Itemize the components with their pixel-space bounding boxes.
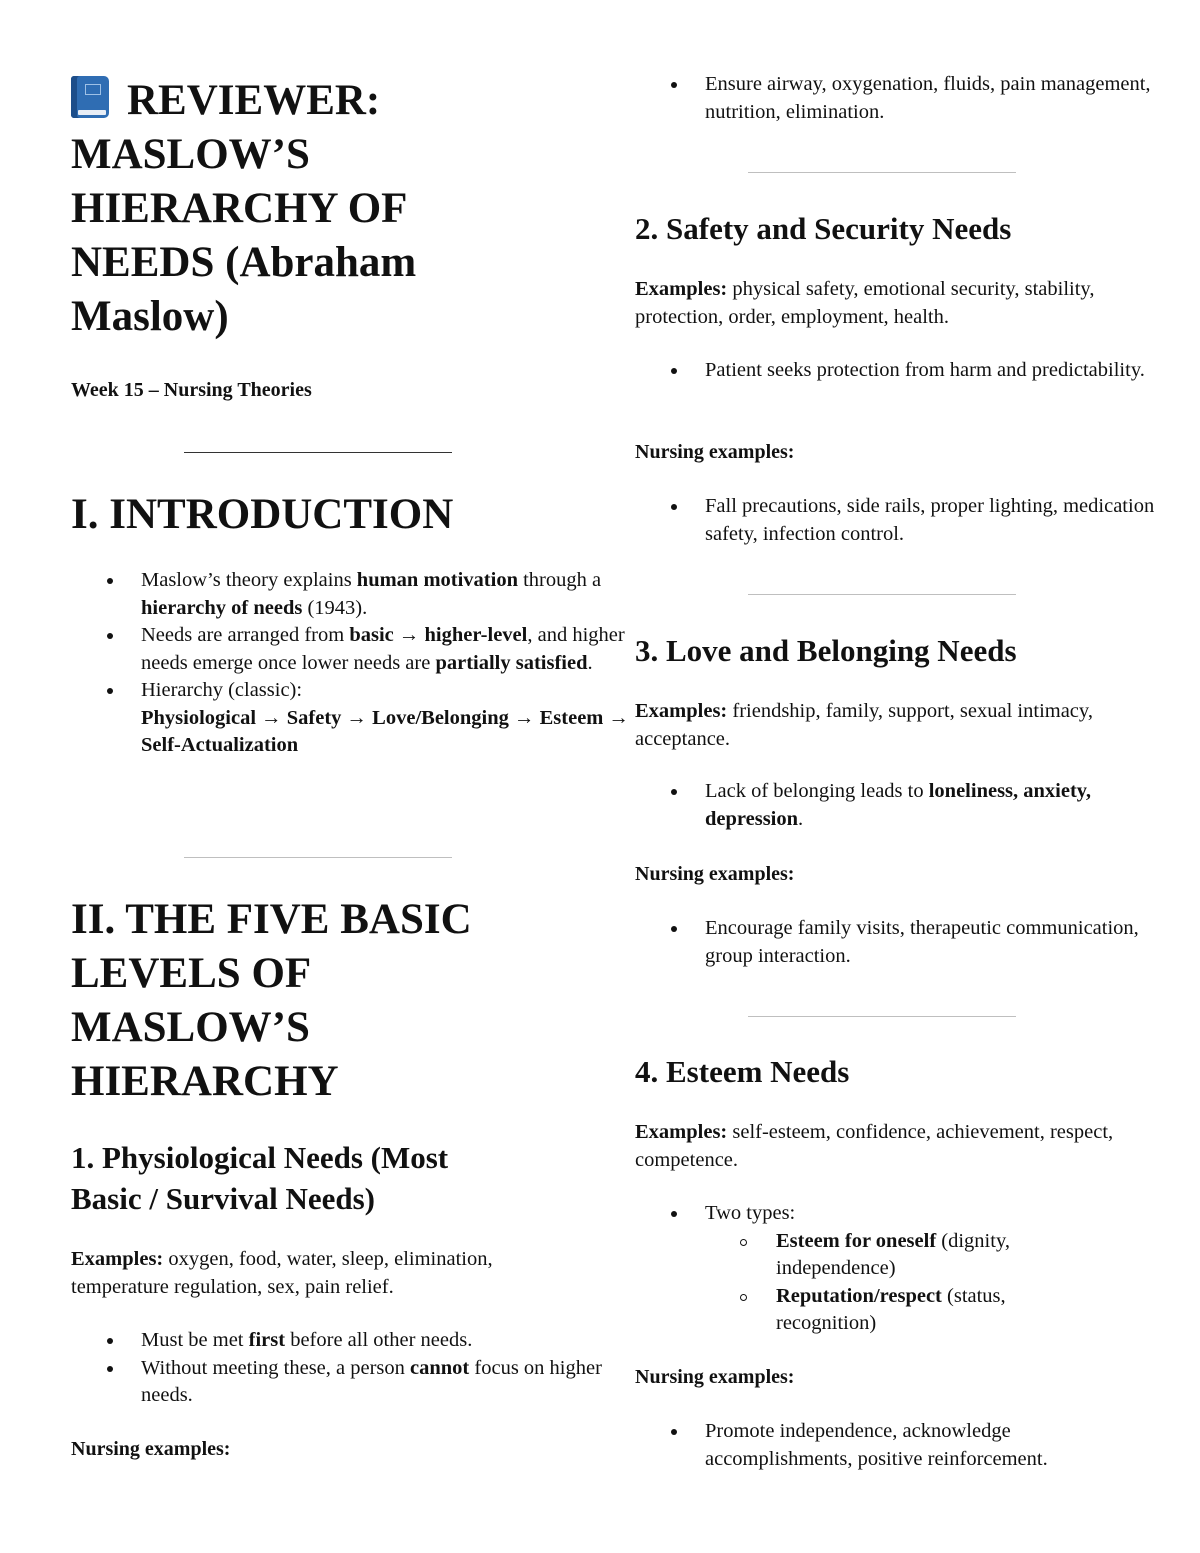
divider xyxy=(748,1016,1016,1017)
love-nursing-label: Nursing examples: xyxy=(635,863,795,885)
physiological-examples: Examples: oxygen, food, water, sleep, elimination, temperature regulation, sex, pain relief. xyxy=(71,1248,493,1298)
list-item: Hierarchy (classic): Physiological → Safety → Love/Belonging → Esteem → Self-Actualization xyxy=(141,677,641,760)
intro-heading: I. INTRODUCTION xyxy=(71,491,454,538)
list-item: Maslow’s theory explains human motivation through a hierarchy of needs (1943). xyxy=(141,567,641,622)
list-item: Ensure airway, oxygenation, fluids, pain management, nutrition, elimination. xyxy=(705,71,1165,126)
physiological-nursing-list xyxy=(635,71,1165,126)
esteem-nursing-list xyxy=(635,1418,1145,1473)
safety-list xyxy=(635,357,1165,385)
physiological-list xyxy=(71,1327,641,1410)
title-line-5: Maslow) xyxy=(71,293,229,340)
levels-heading: II. THE FIVE BASIC LEVELS OF MASLOW’S HIERARCHY xyxy=(71,896,472,1105)
document-title xyxy=(71,74,591,344)
title-line-3: HIERARCHY OF xyxy=(71,185,408,232)
esteem-nursing-label: Nursing examples: xyxy=(635,1366,795,1388)
divider xyxy=(184,452,452,453)
list-item: Needs are arranged from basic → higher-level, and higher needs emerge once lower needs are partially satisfied. xyxy=(141,622,641,677)
subtitle: Week 15 – Nursing Theories xyxy=(71,379,312,401)
list-item: Without meeting these, a person cannot focus on higher needs. xyxy=(141,1355,641,1410)
love-list xyxy=(635,778,1165,833)
intro-list xyxy=(71,567,641,760)
safety-nursing-list xyxy=(635,493,1185,548)
list-item: Must be met first before all other needs. xyxy=(141,1327,641,1355)
list-item: Encourage family visits, therapeutic communication, group interaction. xyxy=(705,915,1145,970)
safety-nursing-label: Nursing examples: xyxy=(635,441,795,463)
book-icon xyxy=(71,76,109,118)
list-item: Fall precautions, side rails, proper lighting, medication safety, infection control. xyxy=(705,493,1185,548)
esteem-list xyxy=(635,1200,1165,1338)
esteem-sub-list xyxy=(705,1228,1036,1338)
title-line-4: NEEDS (Abraham xyxy=(71,239,417,286)
physiological-nursing-label: Nursing examples: xyxy=(71,1438,231,1460)
list-item: Reputation/respect (status, recognition) xyxy=(776,1283,1036,1338)
list-item: Lack of belonging leads to loneliness, anxiety, depression. xyxy=(705,778,1165,833)
list-item: Two types: Esteem for oneself (dignity, independence) Reputation/respect (status, recognition) xyxy=(705,1200,1165,1338)
love-examples: Examples: friendship, family, support, sexual intimacy, acceptance. xyxy=(635,700,1093,750)
divider xyxy=(748,594,1016,595)
safety-heading: 2. Safety and Security Needs xyxy=(635,211,1012,246)
esteem-heading: 4. Esteem Needs xyxy=(635,1054,850,1089)
list-item: Promote independence, acknowledge accomplishments, positive reinforcement. xyxy=(705,1418,1145,1473)
divider xyxy=(184,857,452,858)
physiological-heading: 1. Physiological Needs (Most Basic / Survival Needs) xyxy=(71,1140,449,1216)
esteem-examples: Examples: self-esteem, confidence, achievement, respect, competence. xyxy=(635,1121,1114,1171)
list-item: Esteem for oneself (dignity, independence) xyxy=(776,1228,1036,1283)
divider xyxy=(748,172,1016,173)
love-nursing-list xyxy=(635,915,1145,970)
list-item: Patient seeks protection from harm and predictability. xyxy=(705,357,1165,385)
love-heading: 3. Love and Belonging Needs xyxy=(635,633,1017,668)
safety-examples: Examples: physical safety, emotional security, stability, protection, order, employment, health. xyxy=(635,278,1095,328)
title-line-1: REVIEWER: xyxy=(127,77,381,124)
title-line-2: MASLOW’S xyxy=(71,131,310,178)
